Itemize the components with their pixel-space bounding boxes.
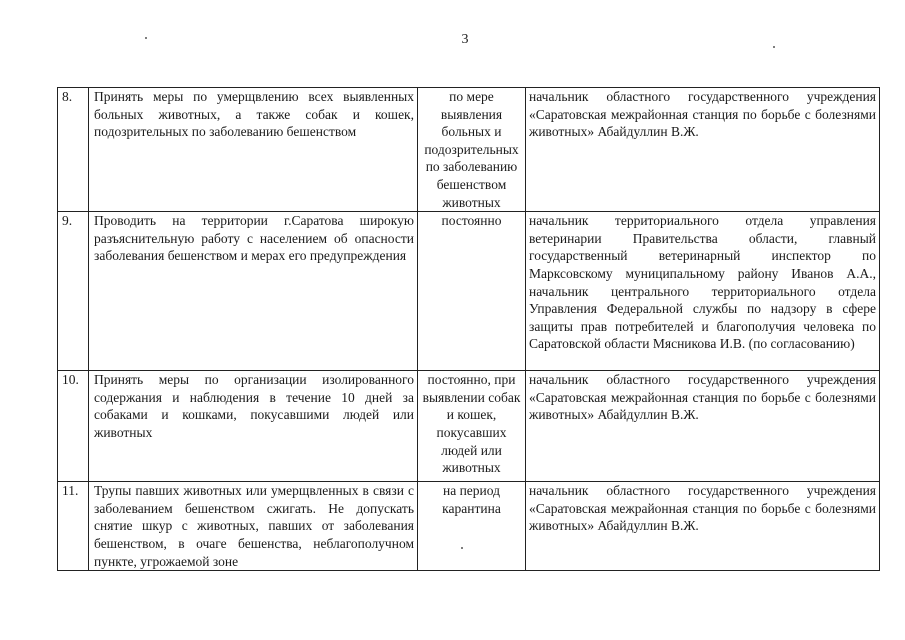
term-text: постоянно [418, 212, 526, 371]
action-text: Трупы павших животных или умерщвленных в связи с заболеванием бешенством сжигать. Не допускать снятие шкур с животных, павших от заболевания бешенством, в очаге бешенства, неблагополучном пункте, угрожаемой зоне [89, 482, 418, 571]
term-text: постоянно, при выявлении собак и кошек, покусавших людей или животных [418, 371, 526, 482]
term-text: на период карантина [418, 482, 526, 571]
table-row [58, 482, 880, 571]
table-row [58, 371, 880, 482]
action-text: Принять меры по умерщвлению всех выявленных больных животных, а также собак и кошек, подозрительных по заболеванию бешенством [89, 88, 418, 212]
row-number: 10. [58, 371, 89, 482]
responsible-text: начальник территориального отдела управления ветеринарии Правительства области, главный государственный ветеринарный инспектор по Марксовскому муниципальному району Иванов А.А., начальник центрального территориального отдела Управления Федеральной службы по надзору в сфере защиты прав потребителей и благополучия человека по Саратовской области Мясникова И.В. (по согласованию) [526, 212, 880, 371]
table-row [58, 88, 880, 212]
row-number: 8. [58, 88, 89, 212]
action-plan-table [57, 87, 880, 571]
action-text: Принять меры по организации изолированного содержания и наблюдения в течение 10 дней за собаками и кошками, покусавшими людей или животных [89, 371, 418, 482]
responsible-text: начальник областного государственного учреждения «Саратовская межрайонная станция по борьбе с болезнями животных» Абайдуллин В.Ж. [526, 371, 880, 482]
page-number: 3 [461, 32, 469, 47]
table-row [58, 212, 880, 371]
row-number: 11. [58, 482, 89, 571]
row-number: 9. [58, 212, 89, 371]
scan-speck [773, 46, 775, 48]
term-text: по мере выявления больных и подозрительных по заболеванию бешенством животных [418, 88, 526, 212]
responsible-text: начальник областного государственного учреждения «Саратовская межрайонная станция по борьбе с болезнями животных» Абайдуллин В.Ж. [526, 482, 880, 571]
action-text: Проводить на территории г.Саратова широкую разъяснительную работу с населением об опасности заболевания бешенством и мерах его предупреждения [89, 212, 418, 371]
scan-speck [145, 37, 147, 39]
responsible-text: начальник областного государственного учреждения «Саратовская межрайонная станция по борьбе с болезнями животных» Абайдуллин В.Ж. [526, 88, 880, 212]
